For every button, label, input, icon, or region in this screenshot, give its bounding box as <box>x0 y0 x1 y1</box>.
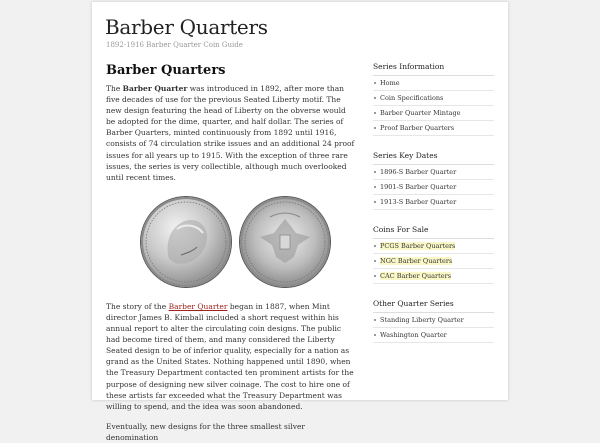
widget-series-information <box>373 62 494 136</box>
site-description: 1892-1916 Barber Quarter Coin Guide <box>106 41 243 49</box>
widget-title: Series Information <box>373 62 494 76</box>
widget-title: Coins For Sale <box>373 225 494 239</box>
widget-coins-for-sale <box>373 225 494 284</box>
sidebar-item-coin-specifications[interactable]: Coin Specifications <box>373 91 494 106</box>
sidebar-item-cac[interactable]: CAC Barber Quarters <box>373 269 494 284</box>
coin-reverse-image <box>240 197 330 287</box>
site-title[interactable]: Barber Quarters <box>105 15 268 39</box>
sidebar-item-1901s[interactable]: 1901-S Barber Quarter <box>373 180 494 195</box>
article-paragraph-2: The story of the Barber Quarter began in 1887, when Mint director James B. Kimball included a short request within his annual report to alter the circulating coin designs. The public had become tired of them, and many considered the Liberty Seated design to be of inferior quality, especially for a nation as grand as the United States. Nothing happened until 1890, when the Treasury Department contacted ten prominent artists for the purpose of designing new silver coinage. The cost to hire one of these artists far exceeded what the Treasury Department was willing to spend, and the idea was soon abandoned. <box>106 301 354 411</box>
article-title: Barber Quarters <box>106 63 226 78</box>
sidebar-item-1896s[interactable]: 1896-S Barber Quarter <box>373 165 494 180</box>
widget-title: Other Quarter Series <box>373 299 494 313</box>
widget-other-quarter-series <box>373 299 494 343</box>
widget-series-key-dates <box>373 151 494 210</box>
coin-image <box>106 193 356 301</box>
sidebar-item-home[interactable]: Home <box>373 76 494 91</box>
article-bold-term: Barber Quarter <box>122 84 188 93</box>
sidebar-item-1913s[interactable]: 1913-S Barber Quarter <box>373 195 494 210</box>
sidebar-item-standing-liberty[interactable]: Standing Liberty Quarter <box>373 313 494 328</box>
sidebar <box>373 62 494 358</box>
barber-quarter-link[interactable]: Barber Quarter <box>168 301 228 311</box>
sidebar-item-ngc[interactable]: NGC Barber Quarters <box>373 254 494 269</box>
article-paragraph-1: The Barber Quarter was introduced in 1892, after more than five decades of use for the previous Seated Liberty motif. The new design featuring the head of Liberty on the obverse would be adopted for the dime, quarter, and half dollar. The series of Barber Quarters, minted continuously from 1892 until 1916, consists of 74 circulation strike issues and an additional 24 proof issues for all years up to 1915. With the exception of three rare issues, the series is very collectible, although much overlooked until recent times. <box>106 84 355 182</box>
coin-obverse-image <box>141 197 231 287</box>
sidebar-item-washington[interactable]: Washington Quarter <box>373 328 494 343</box>
widget-title: Series Key Dates <box>373 151 494 165</box>
sidebar-item-proof[interactable]: Proof Barber Quarters <box>373 121 494 136</box>
article-paragraph-3: Eventually, new designs for the three smallest silver denomination <box>106 421 305 442</box>
page-container <box>92 2 508 442</box>
main-content <box>106 63 356 443</box>
sidebar-item-pcgs[interactable]: PCGS Barber Quarters <box>373 239 494 254</box>
sidebar-item-mintage[interactable]: Barber Quarter Mintage <box>373 106 494 121</box>
